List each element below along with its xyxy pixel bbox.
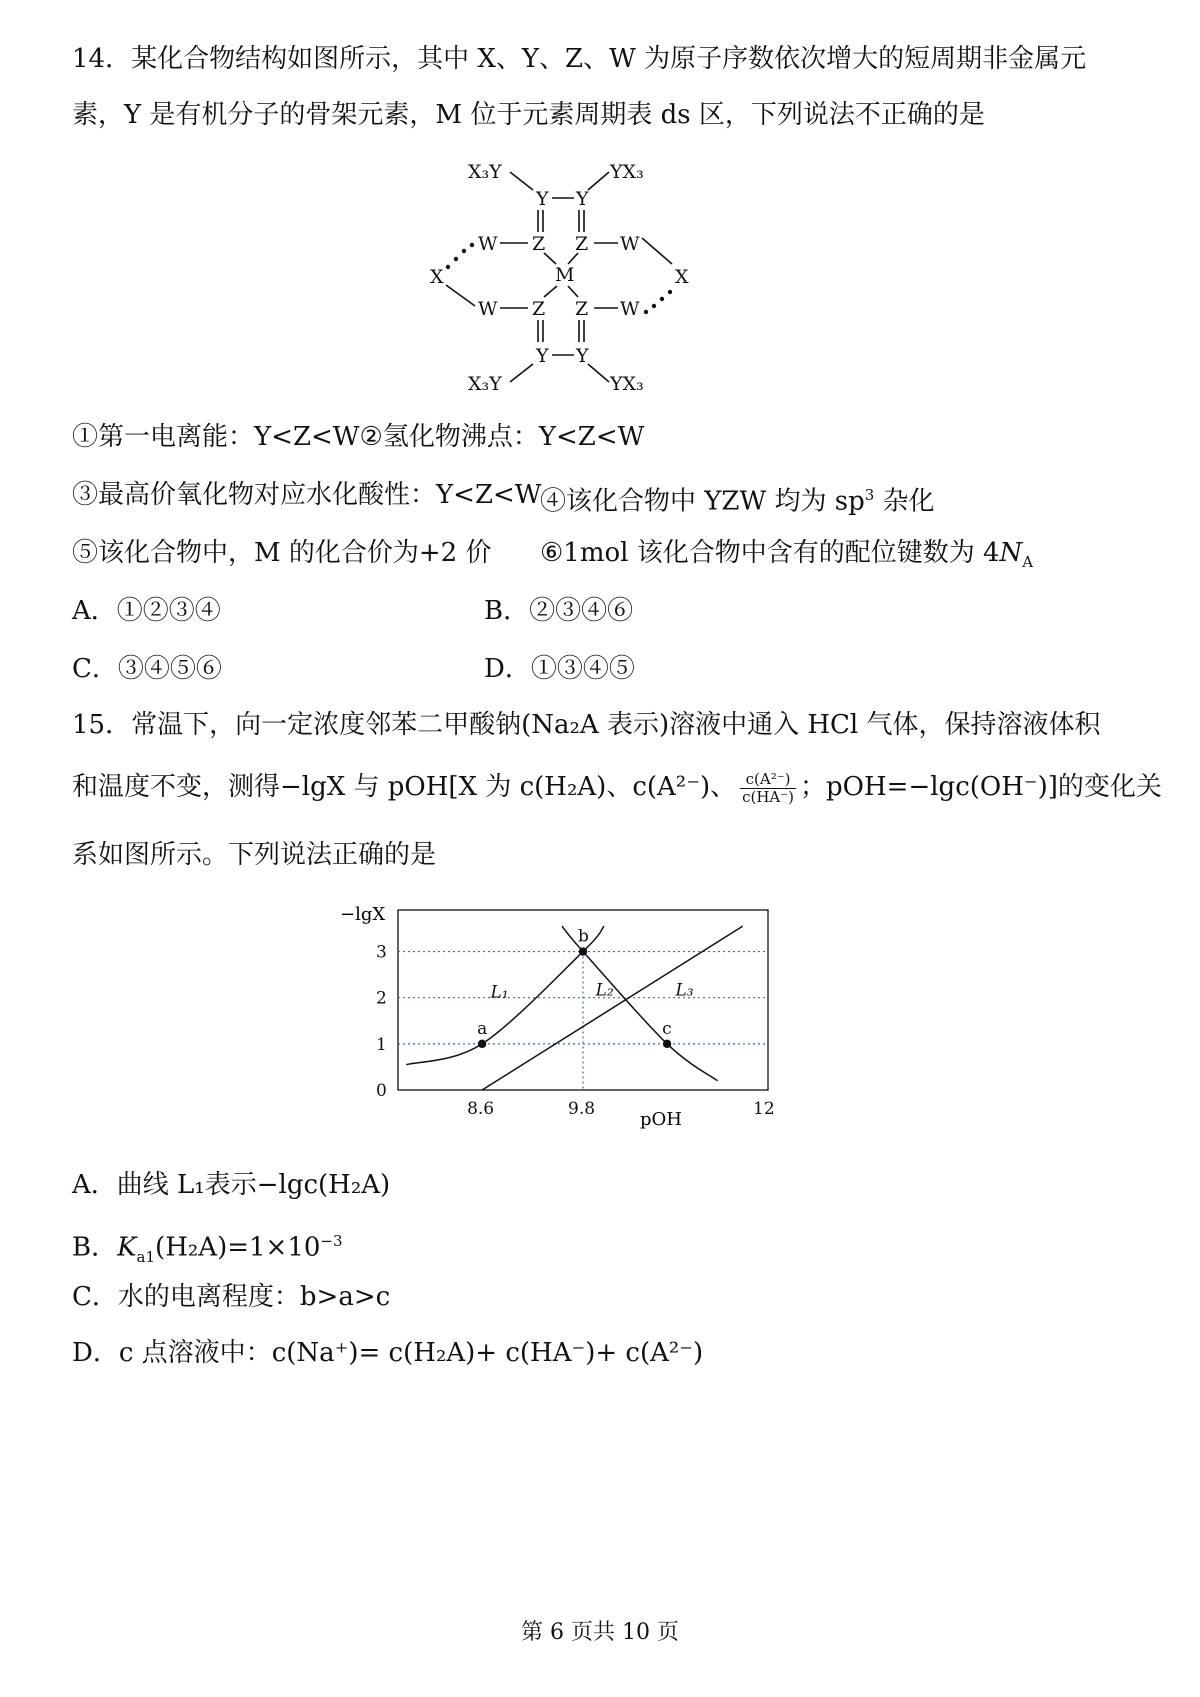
y-tick-label: 2 — [376, 988, 387, 1009]
point-b — [579, 947, 587, 955]
series-label-1: L₁ — [490, 982, 509, 1003]
label-w-bottom-left: W — [478, 298, 498, 320]
y-tick-label: 3 — [376, 942, 387, 963]
x-axis-label: pOH — [640, 1109, 682, 1130]
point-a — [478, 1040, 486, 1048]
statement-1-2: ①第一电离能：Y<Z<W②氢化物沸点：Y<Z<W — [72, 422, 645, 452]
label-y-bottom-left: Y — [536, 345, 549, 367]
series-label-2: L₂ — [595, 980, 614, 1001]
label-z-bottom-left: Z — [532, 298, 546, 320]
label-m: M — [555, 264, 575, 286]
statement-5: ⑤该化合物中，M 的化合价为+2 价 — [72, 538, 492, 568]
label-y-top-right: Y — [576, 188, 589, 210]
x-tick-label: 12 — [753, 1099, 775, 1119]
y-axis-label: −lgX — [340, 904, 386, 925]
q15-option-b[interactable]: B．$K_{a1}(H_2A)=1\times 10^{-3}$ — [72, 1232, 343, 1266]
series-line-3 — [482, 926, 743, 1090]
statement-3: ③最高价氧化物对应水化酸性：Y<Z<W — [72, 480, 542, 510]
y-tick-label: 0 — [376, 1081, 387, 1101]
y-tick-label: 1 — [376, 1034, 387, 1055]
poh-chart — [330, 895, 790, 1145]
label-z-top-left: Z — [532, 233, 546, 255]
q14-text-line2: 素，Y 是有机分子的骨架元素，M 位于元素周期表 ds 区，下列说法不正确的是 — [72, 100, 985, 130]
point-label-c: c — [662, 1018, 672, 1039]
q15-option-a[interactable]: A．曲线 L₁表示−lgc(H₂A) — [72, 1170, 391, 1200]
point-label-b: b — [578, 926, 589, 947]
label-y-top-left: Y — [536, 188, 549, 210]
label-w-bottom-right: W — [620, 298, 640, 320]
q15-text-line2: 和温度不变，测得−lgX 与 pOH[X 为 c(H₂A)、c(A²⁻)、 $\frac{\text{c(A²⁻)}}{c(HA^-)}$ ；pOH=−lgc(OH⁻)]的变化关 — [72, 769, 1162, 806]
label-y-bottom-right: Y — [576, 345, 589, 367]
q15-option-d[interactable]: D．c 点溶液中：c(Na⁺)= c(H₂A)+ c(HA⁻)+ c(A²⁻) — [72, 1338, 704, 1368]
q15-text-line3: 系如图所示。下列说法正确的是 — [72, 840, 437, 870]
x-tick-label: 9.8 — [568, 1099, 596, 1119]
point-c — [663, 1040, 671, 1048]
label-x3y-top: X₃Y — [468, 161, 502, 183]
label-w-top-right: W — [620, 233, 640, 255]
ratio-fraction: $\frac{\text{c(A²⁻)}}{c(HA^-)}$ — [742, 769, 795, 806]
label-z-bottom-right: Z — [575, 298, 589, 320]
label-x-left: X — [430, 266, 444, 288]
q14-text-line1: 14．某化合物结构如图所示，其中 X、Y、Z、W 为原子序数依次增大的短周期非金属元 — [72, 44, 1087, 74]
q15-option-c[interactable]: C．水的电离程度：b>a>c — [72, 1282, 391, 1312]
page-footer: 第 6 页共 10 页 — [521, 1620, 679, 1645]
label-w-top-left: W — [478, 233, 498, 255]
series-label-3: L₃ — [675, 980, 694, 1001]
label-z-top-right: Z — [575, 233, 589, 255]
q14-option-d[interactable]: D．①③④⑤ — [484, 654, 635, 684]
label-x3y-bottom: X₃Y — [468, 373, 502, 395]
structure-diagram — [420, 150, 710, 400]
label-yx3-top: YX₃ — [610, 161, 644, 183]
statement-6: ⑥1mol 该化合物中含有的配位键数为 $4N_A$ — [540, 538, 1034, 572]
x-tick-label: 8.6 — [467, 1099, 495, 1119]
q14-option-a[interactable]: A．①②③④ — [72, 596, 221, 626]
q15-text-line1: 15．常温下，向一定浓度邻苯二甲酸钠(Na₂A 表示)溶液中通入 HCl 气体，保持溶液体积 — [72, 710, 1101, 740]
label-yx3-bottom: YX₃ — [610, 373, 644, 395]
label-x-right: X — [675, 266, 689, 288]
q14-option-c[interactable]: C．③④⑤⑥ — [72, 654, 222, 684]
q14-option-b[interactable]: B．②③④⑥ — [484, 596, 634, 626]
point-label-a: a — [477, 1018, 488, 1039]
statement-4: ④该化合物中 YZW 均为 $sp^3$ 杂化 — [540, 486, 935, 517]
